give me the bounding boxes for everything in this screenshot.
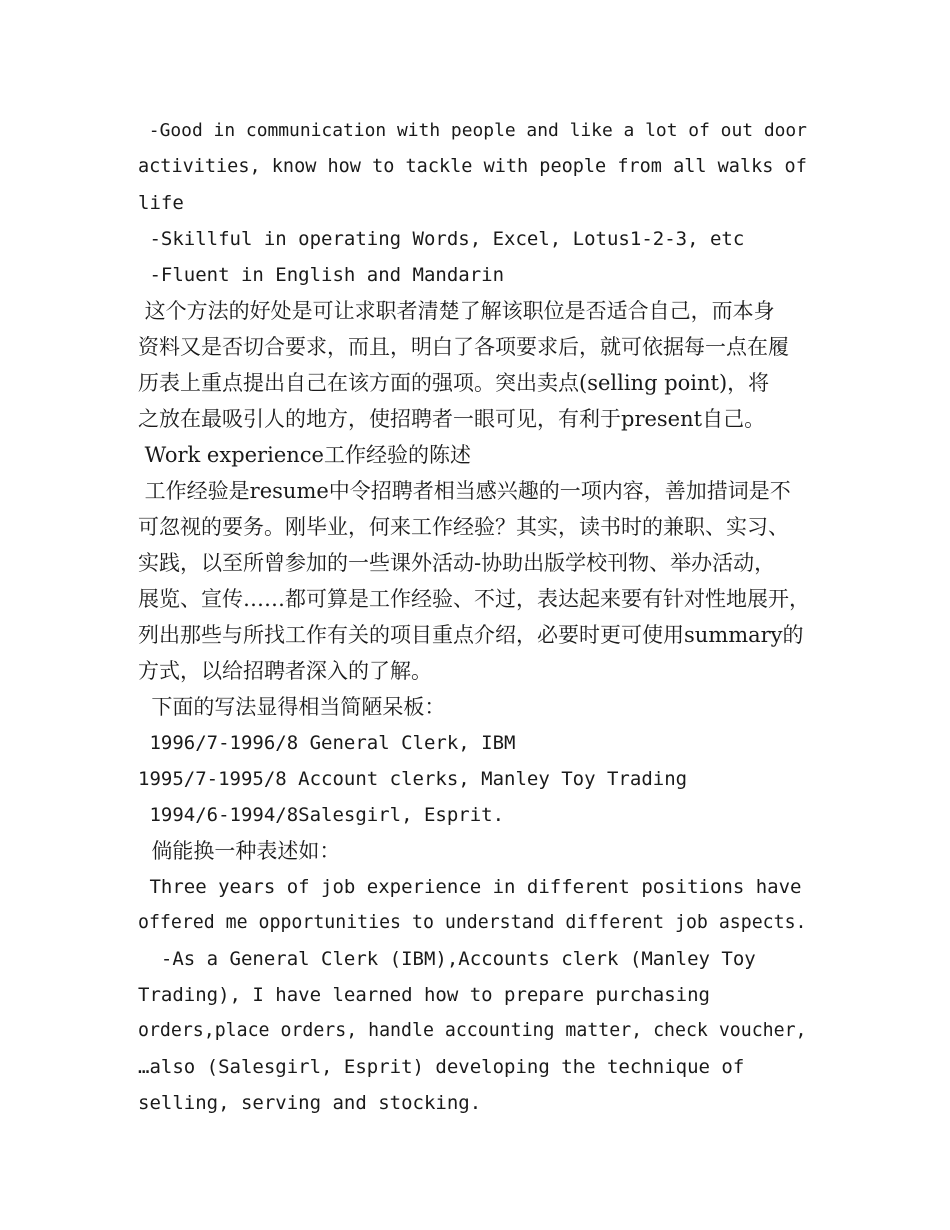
plain-format-intro: 下面的写法显得相当简陋呆板： — [138, 695, 446, 719]
skills-line: -Skillful in operating Words, Excel, Lotus1-2-3, etc — [138, 228, 745, 250]
work-paragraph-line: 可忽视的要务。刚毕业，何来工作经验？其实，读书时的兼职、实习、 — [138, 515, 789, 539]
skills-line: life — [138, 192, 184, 214]
better-example-line: selling, serving and stocking. — [138, 1092, 482, 1114]
better-example-line: Three years of job experience in different positions have — [138, 876, 802, 898]
advice-paragraph-line: 之放在最吸引人的地方，使招聘者一眼可见，有利于present自己。 — [138, 407, 766, 431]
plain-example-line: 1996/7-1996/8 General Clerk, IBM — [138, 732, 516, 754]
work-paragraph-line: 列出那些与所找工作有关的项目重点介绍，必要时更可使用summary的 — [138, 623, 804, 647]
skills-line: activities, know how to tackle with people from all walks of — [138, 156, 807, 177]
work-paragraph-line: 工作经验是resume中令招聘者相当感兴趣的一项内容，善加措词是不 — [138, 479, 791, 503]
work-paragraph-line: 方式，以给招聘者深入的了解。 — [138, 659, 432, 683]
advice-paragraph-line: 这个方法的好处是可让求职者清楚了解该职位是否适合自己，而本身 — [138, 299, 775, 323]
skills-line: -Fluent in English and Mandarin — [138, 264, 505, 286]
better-example-line: …also (Salesgirl, Esprit) developing the technique of — [138, 1056, 745, 1078]
better-example-line: orders,place orders, handle accounting matter, check voucher, — [138, 1020, 807, 1041]
better-example-line: -As a General Clerk (IBM),Accounts clerk (Manley Toy — [138, 948, 756, 970]
work-paragraph-line: 展览、宣传……都可算是工作经验、不过，表达起来要有针对性地展开， — [138, 587, 810, 611]
plain-example-line: 1994/6-1994/8Salesgirl, Esprit. — [138, 804, 505, 826]
advice-paragraph-line: 资料又是否切合要求，而且，明白了各项要求后，就可依据每一点在履 — [138, 335, 789, 359]
skills-line: -Good in communication with people and like a lot of out door — [138, 120, 807, 141]
advice-paragraph-line: 历表上重点提出自己在该方面的强项。突出卖点(selling point)，将 — [138, 371, 770, 395]
plain-example-line: 1995/7-1995/8 Account clerks, Manley Toy Trading — [138, 768, 688, 790]
better-example-line: offered me opportunities to understand different job aspects. — [138, 912, 807, 933]
better-example-line: Trading), I have learned how to prepare purchasing — [138, 984, 710, 1006]
work-paragraph-line: 实践，以至所曾参加的一些课外活动-协助出版学校刊物、举办活动， — [138, 551, 776, 575]
section-heading-work-experience: Work experience工作经验的陈述 — [138, 443, 471, 467]
better-format-intro: 倘能换一种表述如： — [138, 839, 341, 863]
document-body — [138, 113, 814, 1121]
